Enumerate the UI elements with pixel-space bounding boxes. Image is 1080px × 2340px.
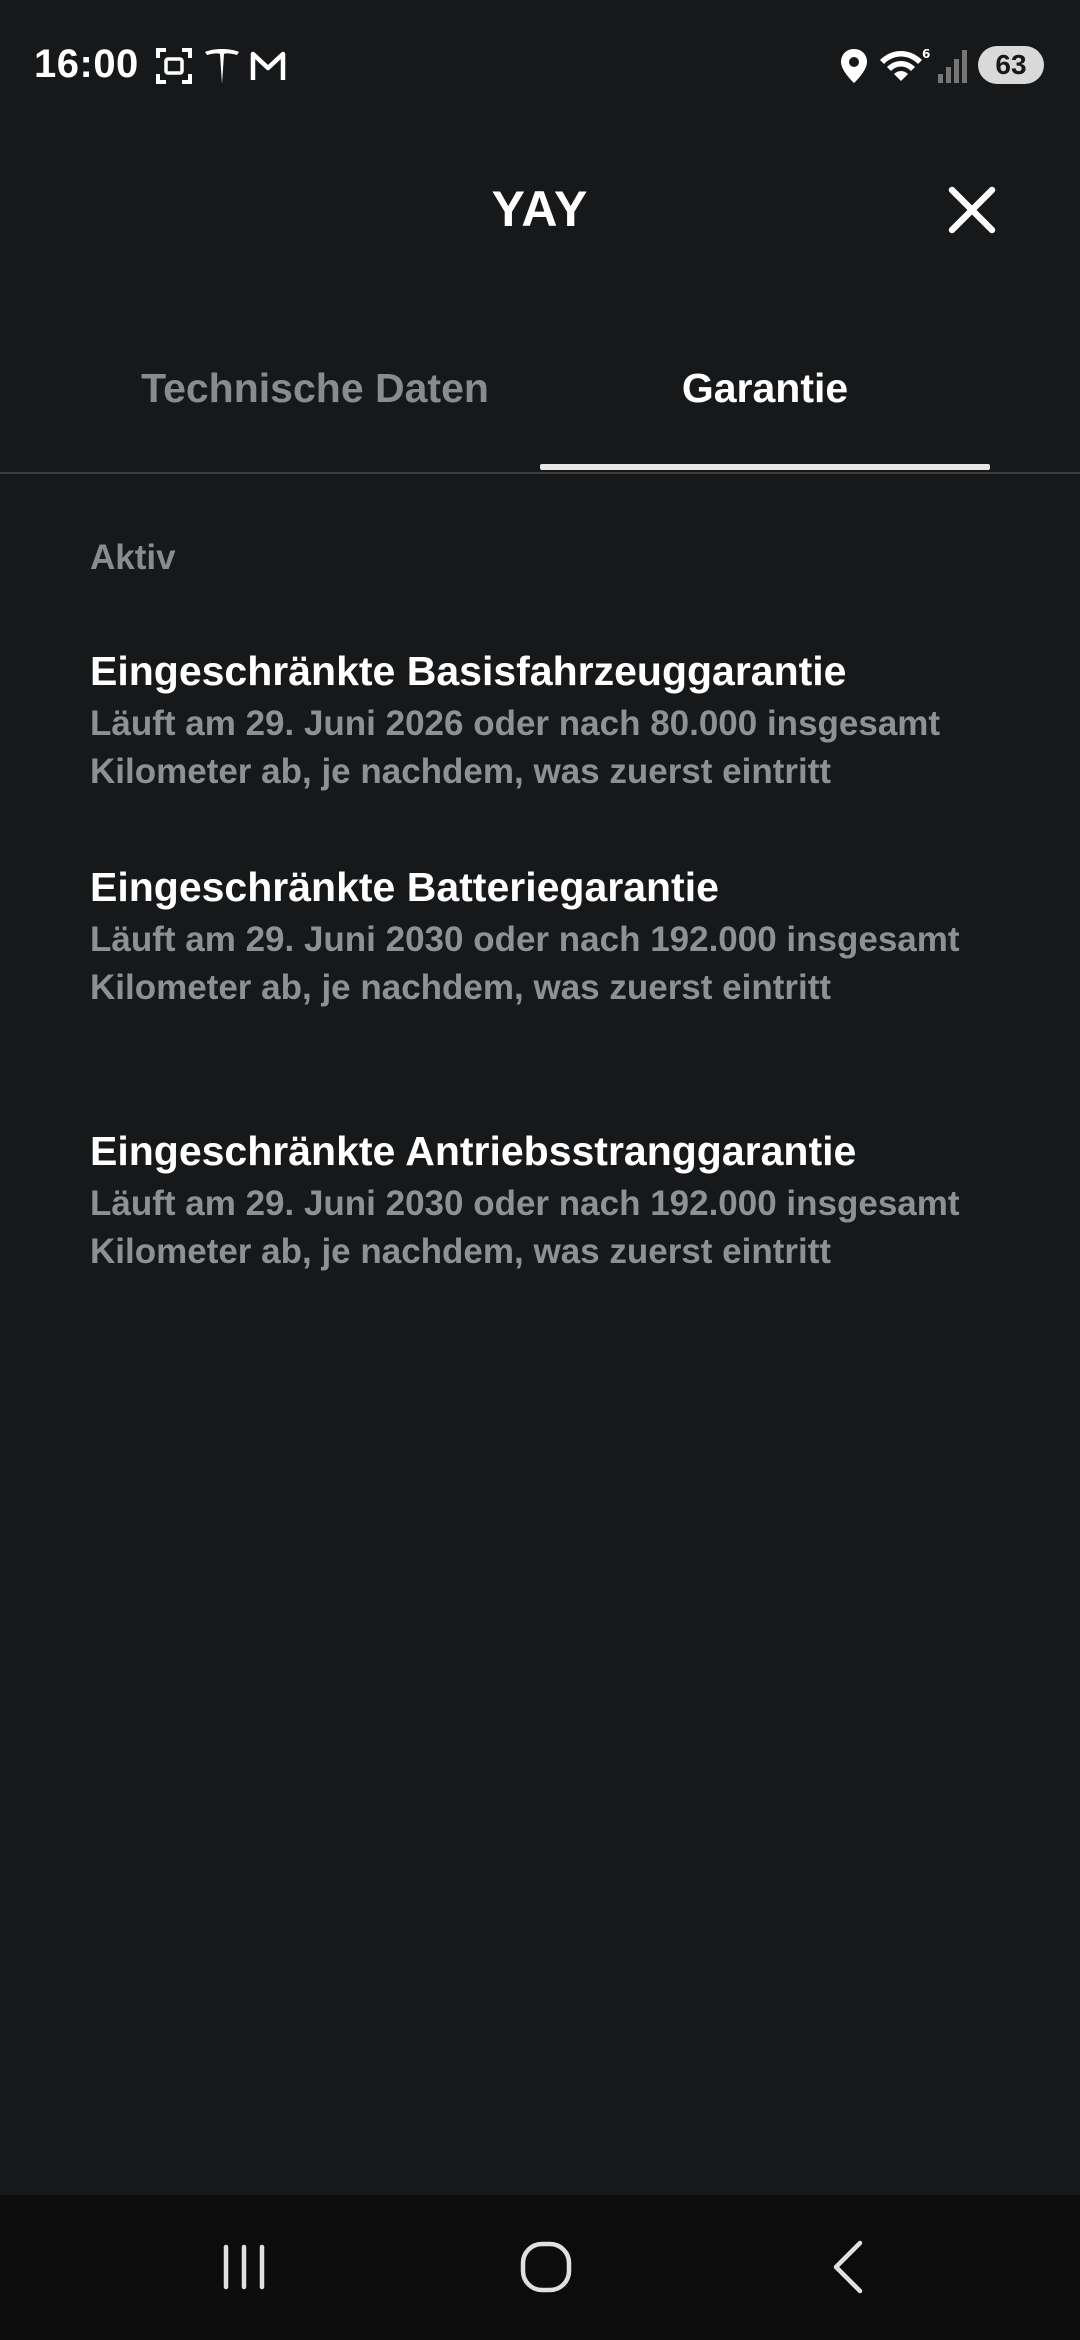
recent-apps-icon[interactable] (204, 2227, 284, 2307)
wifi-icon (878, 46, 930, 86)
warranty-title: Eingeschränkte Batteriegarantie (90, 864, 719, 910)
gmail-icon (248, 46, 288, 86)
tab-technische-daten[interactable]: Technische Daten (141, 365, 489, 411)
warranty-title: Eingeschränkte Antriebsstranggarantie (90, 1128, 857, 1174)
warranty-item (90, 644, 1010, 796)
status-time: 16:00 (34, 42, 139, 86)
warranty-description: Läuft am 29. Juni 2030 oder nach 192.000 insgesamt Kilometer ab, je nachdem, was zuerst eintritt (90, 1184, 960, 1271)
tabs-divider (0, 472, 1080, 474)
close-icon[interactable] (944, 182, 1000, 238)
home-icon[interactable] (506, 2227, 586, 2307)
status-bar (0, 0, 1080, 130)
back-icon[interactable] (808, 2227, 888, 2307)
svg-text:6: 6 (922, 47, 930, 61)
page-title: YAY (491, 181, 589, 237)
warranty-description: Läuft am 29. Juni 2026 oder nach 80.000 insgesamt Kilometer ab, je nachdem, was zuerst eintritt (90, 704, 941, 791)
section-label-aktiv: Aktiv (90, 538, 176, 577)
warranty-item (90, 860, 1010, 1012)
tab-garantie[interactable]: Garantie (681, 365, 849, 411)
tab-bar (0, 340, 1080, 474)
battery-indicator: 63 (978, 46, 1044, 84)
tab-selected-indicator (540, 464, 990, 470)
screenshot-icon (154, 46, 194, 86)
system-nav-bar (0, 2195, 1080, 2340)
location-icon (834, 46, 874, 86)
warranty-description: Läuft am 29. Juni 2030 oder nach 192.000 insgesamt Kilometer ab, je nachdem, was zuerst eintritt (90, 920, 960, 1007)
signal-icon (934, 46, 974, 86)
tesla-icon (202, 46, 242, 86)
warranty-title: Eingeschränkte Basisfahrzeuggarantie (90, 648, 847, 694)
warranty-item (90, 1124, 1010, 1276)
